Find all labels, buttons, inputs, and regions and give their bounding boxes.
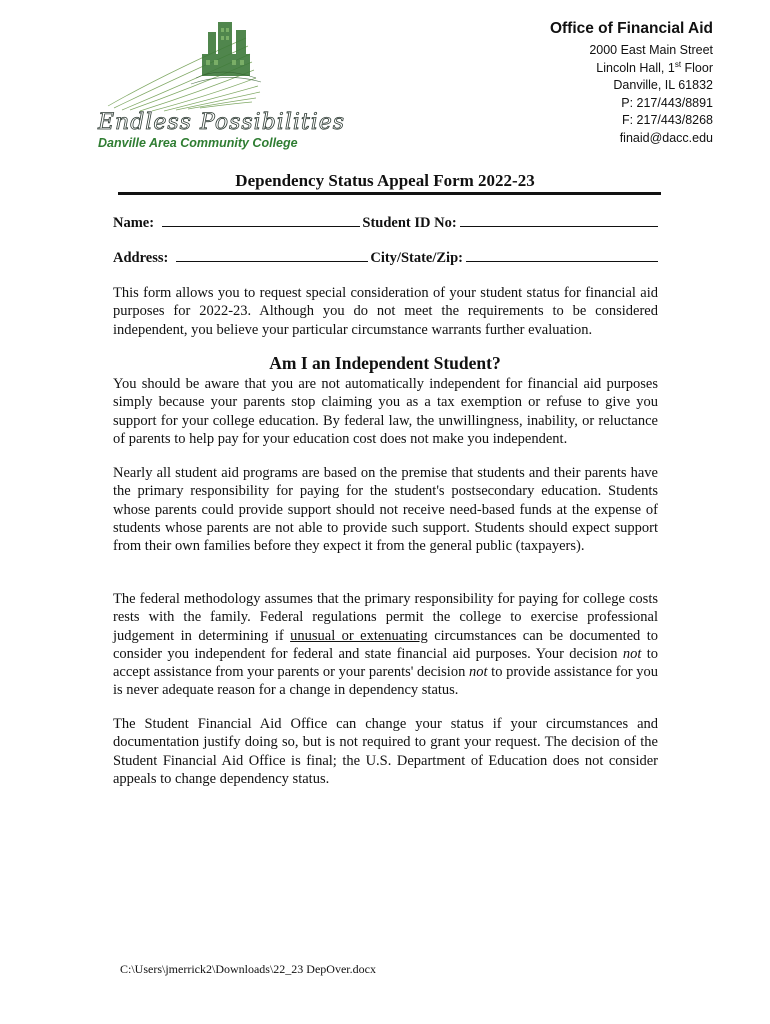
college-logo [96, 18, 346, 150]
unusual-extenuating-underlined: unusual or extenuating [290, 627, 428, 644]
address-label: Address: [113, 250, 169, 266]
office-fax: F: 217/443/8268 [621, 113, 713, 128]
logo-tagline: Endless Possibilities [98, 110, 346, 135]
office-phone: P: 217/443/8891 [621, 95, 713, 110]
paragraph-4: The Student Financial Aid Office can change your status if your circumstances and documentation justify doing so, but is not required to grant your request. The decision of the Student Financial Aid Office is final; the U.S. Department of Education does not consider appeals to change dependency status. [113, 716, 658, 787]
paragraph-2: Nearly all student aid programs are based on the premise that students and their parents have the primary responsibility for paying for the student's postsecondary education. Students whose parents could provide support should not receive need-based funds at the expense of students whose parents are not able to provide such support. Students should expect support from their own families before they expect it from the general public (taxpayers). [113, 465, 658, 555]
paragraph-3-part-a: The federal methodology assumes that the primary responsibility for paying for college costs rests with the family. Federal regulations permit the college to exercise professional judgement in determining if [113, 591, 658, 644]
section-heading: Am I an Independent Student? [269, 353, 501, 373]
paragraph-3-part-d: to provide assistance for you is never adequate reason for a change in dependency status. [113, 664, 658, 699]
office-email: finaid@dacc.edu [619, 130, 713, 145]
office-street: 2000 East Main Street [589, 43, 713, 57]
name-field[interactable] [162, 213, 360, 227]
logo-college-name: Danville Area Community College [98, 136, 298, 150]
name-label: Name: [113, 215, 155, 231]
office-title: Office of Financial Aid [549, 20, 713, 37]
student-id-label: Student ID No: [362, 215, 457, 231]
paragraph-3-part-c: to accept assistance from your parents or your parents' decision [113, 645, 658, 681]
footer-file-path: C:\Users\jmerrick2\Downloads\22_23 DepOver.docx [120, 962, 376, 976]
not-italic-2: not [468, 664, 488, 681]
intro-paragraph: This form allows you to request special consideration of your student status for financial aid purposes for 2022-23. Although you do not meet the requirements to be considered independent, you believe your particular circumstance warrants further evaluation. [113, 285, 658, 338]
not-italic-1: not [622, 645, 642, 662]
office-hall [550, 60, 713, 78]
city-state-zip-field[interactable] [466, 248, 658, 262]
office-hall-floor: Floor [681, 60, 713, 75]
title-divider [118, 192, 661, 195]
paragraph-3 [113, 590, 658, 700]
name-id-row [113, 213, 658, 232]
office-hall-text: Lincoln Hall, 1 [596, 60, 675, 75]
logo-building-graphic [96, 18, 341, 118]
address-field[interactable] [176, 248, 368, 262]
paragraph-1: You should be aware that you are not automatically independent for financial aid purposes simply because your parents stop claiming you as a tax exemption or refuse to give you support for your college education. By federal law, the unwillingness, inability, or reluctance of parents to help pay for your education cost does not make you independent. [113, 376, 658, 447]
address-row [113, 248, 658, 267]
form-title: Dependency Status Appeal Form 2022-23 [235, 171, 535, 190]
office-city: Danville, IL 61832 [613, 78, 713, 93]
office-hall-superscript: st [674, 59, 682, 69]
student-id-field[interactable] [460, 213, 658, 227]
city-state-zip-label: City/State/Zip: [370, 250, 463, 266]
paragraph-3-part-b: circumstances can be documented to consider you independent for federal and state financial aid purposes. Your decision [113, 627, 658, 662]
office-address-block [550, 20, 713, 148]
